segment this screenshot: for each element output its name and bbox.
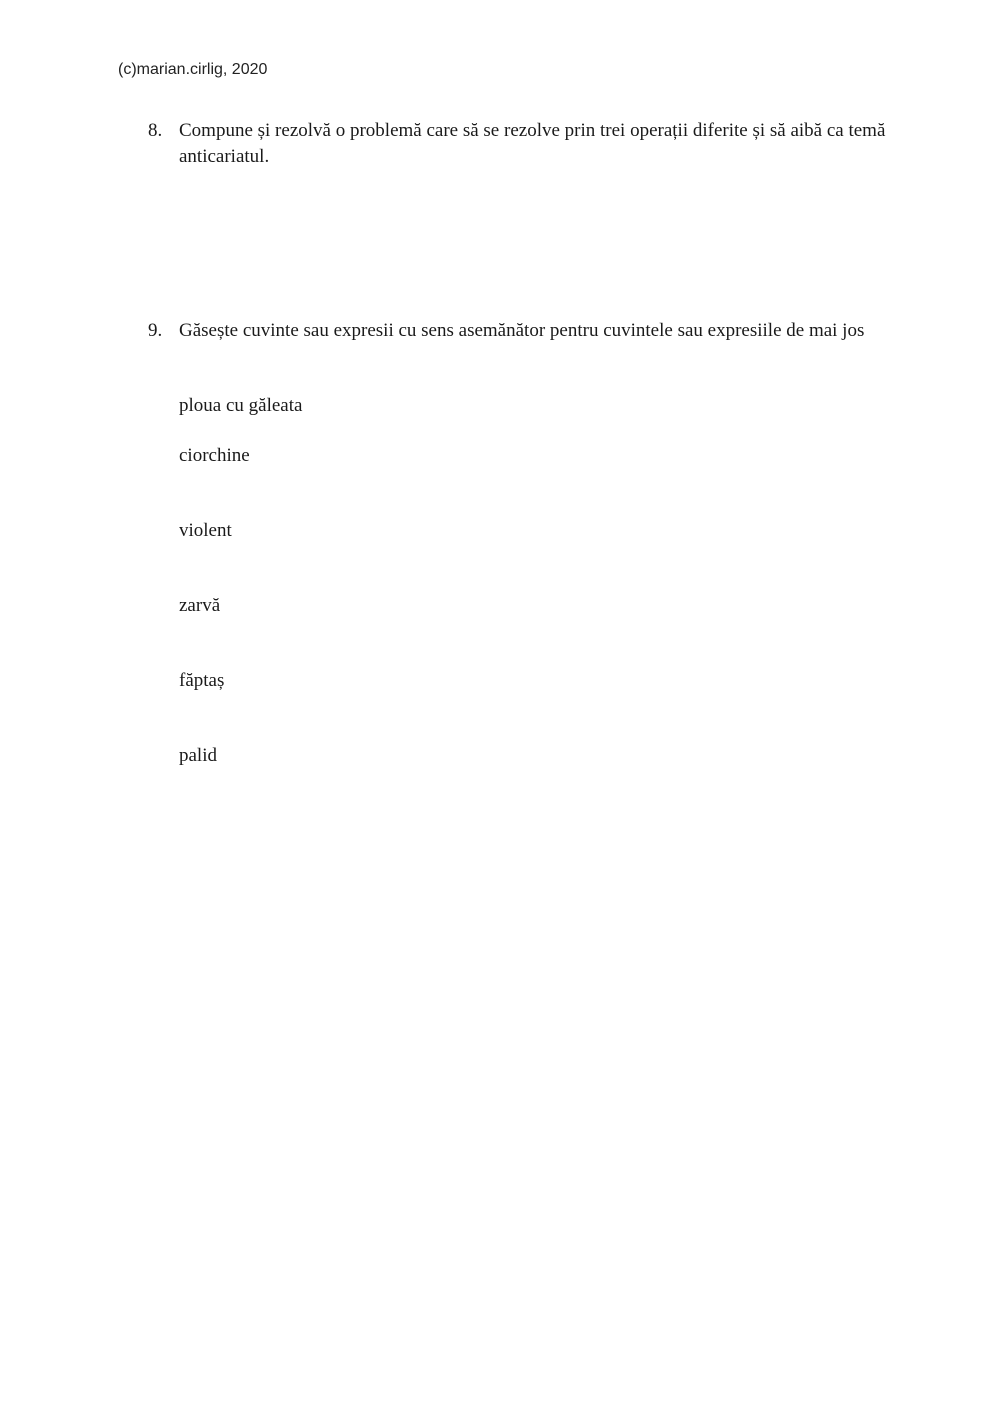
question-8 <box>148 118 888 170</box>
question-number: 9. <box>148 320 163 341</box>
question-text: Compune și rezolvă o problemă care să se rezolve prin trei operații diferite și să aibă ca temă anticariatul. <box>179 120 886 167</box>
word-item: palid <box>179 745 217 766</box>
word-item: ploua cu găleata <box>179 395 303 416</box>
word-item: ciorchine <box>179 445 250 466</box>
copyright-header: (c)marian.cirlig, 2020 <box>118 61 268 78</box>
word-item: violent <box>179 520 232 541</box>
word-item: zarvă <box>179 595 221 616</box>
question-number: 8. <box>148 120 163 141</box>
question-9 <box>148 318 888 344</box>
word-item: făptaș <box>179 670 225 691</box>
question-text: Găsește cuvinte sau expresii cu sens asemănător pentru cuvintele sau expresiile de mai jos <box>179 320 865 341</box>
